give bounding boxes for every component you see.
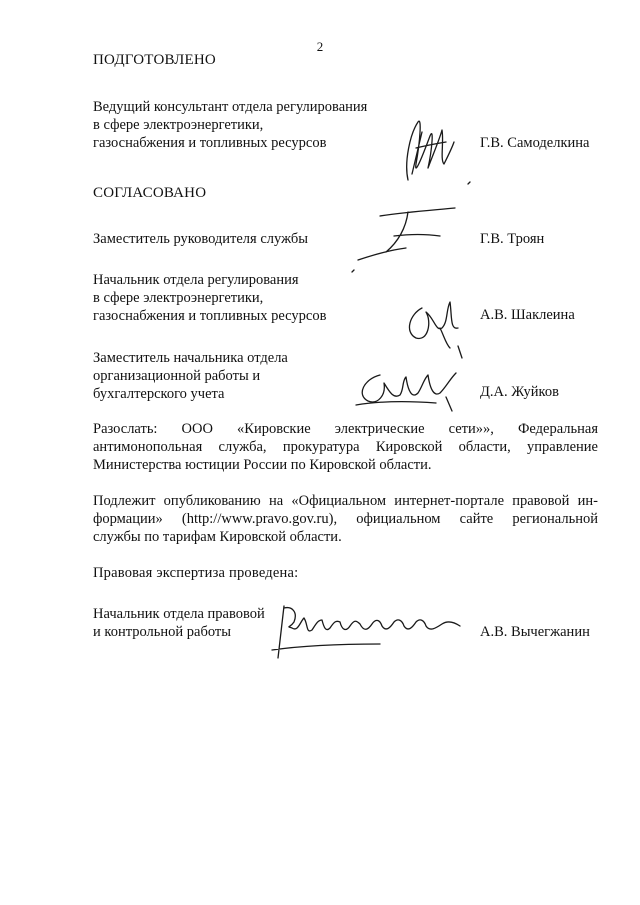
publication-line: службы по тарифам Кировской области. <box>93 529 342 545</box>
position-line: в сфере электроэнергетики, <box>93 290 264 306</box>
agreed-position-1 <box>93 230 393 248</box>
distribution-line: Разослать: ООО «Кировские электрические сети»», Федеральная <box>93 421 598 437</box>
legal-review-text: Правовая экспертиза проведена: <box>93 565 299 581</box>
distribution-paragraph <box>93 420 598 474</box>
signature-zhuykov <box>350 365 465 415</box>
agreed-position-3 <box>93 349 393 403</box>
publication-line: Подлежит опубликованию на «Официальном интернет-портале правовой ин- <box>93 493 598 509</box>
agreed-position-2 <box>93 271 393 325</box>
agreed-name-2: А.В. Шаклеина <box>480 307 575 323</box>
distribution-line: Министерства юстиции России по Кировской области. <box>93 457 432 473</box>
position-line: в сфере электроэнергетики, <box>93 117 264 133</box>
position-line: и контрольной работы <box>93 624 231 640</box>
position-line: газоснабжения и топливных ресурсов <box>93 135 327 151</box>
position-line: бухгалтерского учета <box>93 386 225 402</box>
prepared-name: Г.В. Самоделкина <box>480 135 590 151</box>
page-number: 2 <box>316 39 324 54</box>
agreed-name-1: Г.В. Троян <box>480 231 545 247</box>
prepared-position <box>93 98 393 152</box>
legal-review-name: А.В. Вычегжанин <box>480 624 590 640</box>
position-line: Заместитель начальника отдела <box>93 350 288 366</box>
position-line: Заместитель руководителя службы <box>93 231 309 247</box>
position-line: организационной работы и <box>93 368 261 384</box>
signature-vychegzhanin <box>270 598 470 663</box>
position-line: Ведущий консультант отдела регулирования <box>93 99 368 115</box>
distribution-line: антимонопольная служба, прокуратура Кировской области, управление <box>93 439 598 455</box>
agreed-name-3: Д.А. Жуйков <box>480 384 559 400</box>
prepared-heading: ПОДГОТОВЛЕНО <box>93 52 216 68</box>
publication-line: формации» (http://www.pravo.gov.ru), официальном сайте региональной <box>93 511 598 527</box>
position-line: газоснабжения и топливных ресурсов <box>93 308 327 324</box>
position-line: Начальник отдела правовой <box>93 606 265 622</box>
publication-paragraph <box>93 492 598 546</box>
agreed-heading: СОГЛАСОВАНО <box>93 185 207 201</box>
signature-samodelkina <box>400 112 460 187</box>
signature-troyan <box>350 178 475 278</box>
signature-shakleina <box>400 288 470 363</box>
position-line: Начальник отдела регулирования <box>93 272 299 288</box>
